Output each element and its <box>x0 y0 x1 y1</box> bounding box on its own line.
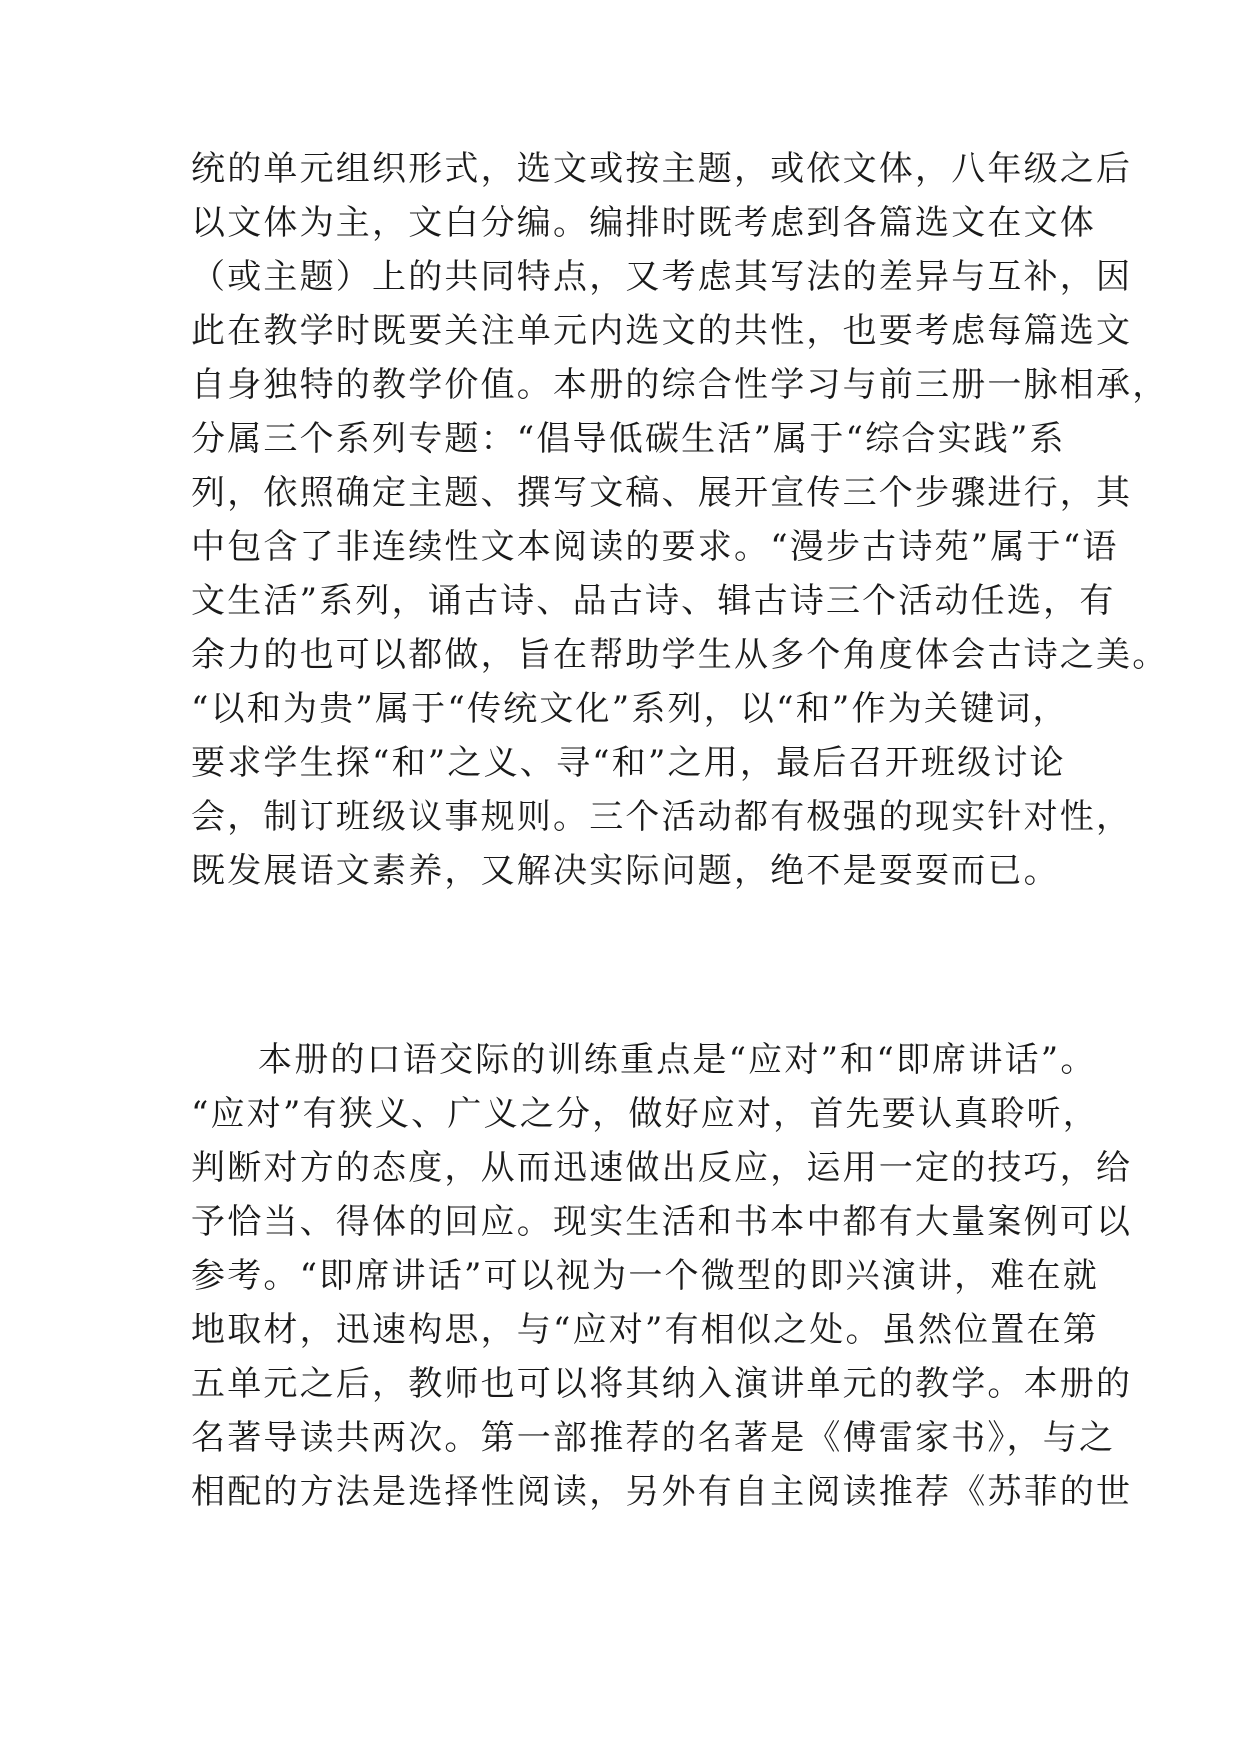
text-line: 此在教学时既要关注单元内选文的共性，也要考虑每篇选文 <box>191 311 1133 351</box>
text-line: 列，依照确定主题、撰写文稿、展开宣传三个步骤进行，其 <box>191 473 1133 513</box>
text-line: 本册的口语交际的训练重点是“应对”和“即席讲话”。 <box>258 1040 1097 1080</box>
text-line: 名著导读共两次。第一部推荐的名著是《傅雷家书》，与之 <box>191 1418 1116 1458</box>
text-line: 分属三个系列专题：“倡导低碳生活”属于“综合实践”系 <box>191 419 1066 459</box>
text-line: 相配的方法是选择性阅读，另外有自主阅读推荐《苏菲的世 <box>191 1472 1133 1512</box>
text-line: 自身独特的教学价值。本册的综合性学习与前三册一脉相承， <box>191 365 1169 405</box>
text-line: 予恰当、得体的回应。现实生活和书本中都有大量案例可以 <box>191 1202 1133 1242</box>
text-line: 要求学生探“和”之义、寻“和”之用，最后召开班级讨论 <box>191 743 1066 783</box>
text-line: （或主题）上的共同特点，又考虑其写法的差异与互补，因 <box>191 257 1133 297</box>
text-line: 中包含了非连续性文本阅读的要求。“漫步古诗苑”属于“语 <box>191 527 1119 567</box>
text-line: 余力的也可以都做，旨在帮助学生从多个角度体会古诗之美。 <box>191 635 1169 675</box>
text-line: 统的单元组织形式，选文或按主题，或依文体，八年级之后 <box>191 149 1133 189</box>
text-line: 会，制订班级议事规则。三个活动都有极强的现实针对性， <box>191 797 1133 837</box>
text-line: 以文体为主，文白分编。编排时既考虑到各篇选文在文体 <box>191 203 1096 243</box>
text-line: 参考。“即席讲话”可以视为一个微型的即兴演讲，难在就 <box>191 1256 1099 1296</box>
text-line: 地取材，迅速构思，与“应对”有相似之处。虽然位置在第 <box>191 1310 1099 1350</box>
text-line: 判断对方的态度，从而迅速做出反应，运用一定的技巧，给 <box>191 1148 1133 1188</box>
text-line: 既发展语文素养，又解决实际问题，绝不是耍耍而已。 <box>191 851 1060 891</box>
text-line: “应对”有狭义、广义之分，做好应对，首先要认真聆听， <box>191 1094 1099 1134</box>
text-line: 文生活”系列，诵古诗、品古诗、辑古诗三个活动任选，有 <box>191 581 1116 621</box>
text-line: “以和为贵”属于“传统文化”系列，以“和”作为关键词， <box>191 689 1069 729</box>
text-line: 五单元之后，教师也可以将其纳入演讲单元的教学。本册的 <box>191 1364 1133 1404</box>
